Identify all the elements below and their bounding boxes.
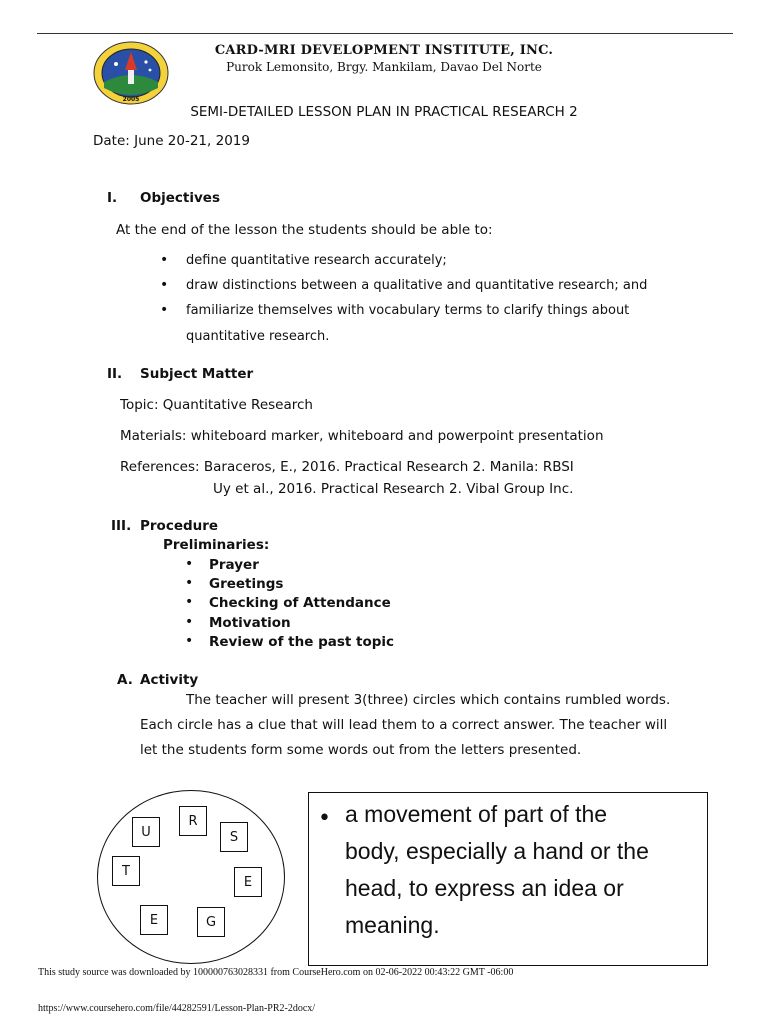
objective-item: define quantitative research accurately;: [186, 253, 447, 268]
clue-line: a movement of part of the: [345, 801, 608, 827]
clue-line: head, to express an idea or: [345, 875, 624, 901]
letter-box: G: [197, 907, 225, 937]
top-rule: [37, 33, 733, 34]
bullet-icon: •: [185, 575, 194, 591]
download-notice: This study source was downloaded by 100000763028331 from CourseHero.com on 02-06-2022 00:43:22 GMT -06:00: [38, 967, 514, 978]
subject-matter-number: II.: [107, 366, 123, 382]
bullet-icon: •: [318, 806, 331, 831]
preliminary-item: Review of the past topic: [209, 634, 395, 650]
org-address: Purok Lemonsito, Brgy. Mankilam, Davao Del Norte: [226, 60, 542, 74]
objectives-heading: Objectives: [140, 190, 220, 206]
bullet-icon: •: [185, 556, 194, 572]
objective-item: draw distinctions between a qualitative and quantitative research; and: [186, 278, 648, 293]
bullet-icon: •: [160, 252, 169, 268]
letter-box: E: [234, 867, 262, 897]
source-url: https://www.coursehero.com/file/44282591/Lesson-Plan-PR2-2docx/: [38, 1003, 316, 1014]
materials-line: Materials: whiteboard marker, whiteboard and powerpoint presentation: [120, 428, 604, 444]
preliminary-item: Checking of Attendance: [209, 595, 391, 611]
clue-text: [345, 796, 695, 944]
activity-line: let the students form some words out from the letters presented.: [140, 742, 582, 758]
letter-box: S: [220, 822, 248, 852]
objectives-intro: At the end of the lesson the students should be able to:: [116, 222, 493, 238]
bullet-icon: •: [185, 614, 194, 630]
procedure-heading: Procedure: [140, 518, 219, 534]
topic-line: Topic: Quantitative Research: [120, 397, 313, 413]
activity-line: The teacher will present 3(three) circles which contains rumbled words.: [186, 692, 671, 708]
lesson-plan-title: SEMI-DETAILED LESSON PLAN IN PRACTICAL RESEARCH 2: [190, 104, 578, 120]
activity-heading: Activity: [140, 672, 199, 688]
logo-year: 2005: [122, 96, 140, 103]
activity-line: Each circle has a clue that will lead them to a correct answer. The teacher will: [140, 717, 668, 733]
lesson-date: Date: June 20-21, 2019: [93, 133, 250, 149]
objective-item-continued: quantitative research.: [186, 329, 330, 344]
clue-line: meaning.: [345, 912, 440, 938]
procedure-number: III.: [111, 518, 132, 534]
objective-item: familiarize themselves with vocabulary terms to clarify things about: [186, 303, 630, 318]
bullet-icon: •: [160, 302, 169, 318]
activity-number: A.: [117, 672, 133, 688]
preliminary-item: Prayer: [209, 557, 259, 573]
preliminaries-heading: Preliminaries:: [163, 537, 270, 553]
subject-matter-heading: Subject Matter: [140, 366, 254, 382]
bullet-icon: •: [185, 594, 194, 610]
preliminary-item: Greetings: [209, 576, 284, 592]
letter-box: E: [140, 905, 168, 935]
preliminary-item: Motivation: [209, 615, 291, 631]
bullet-icon: •: [185, 633, 194, 649]
references-line: References: Baraceros, E., 2016. Practical Research 2. Manila: RBSI: [120, 459, 574, 475]
clue-line: body, especially a hand or the: [345, 838, 649, 864]
references-line-continued: Uy et al., 2016. Practical Research 2. Vibal Group Inc.: [213, 481, 574, 497]
letter-box: T: [112, 856, 140, 886]
letter-box: R: [179, 806, 207, 836]
org-name: CARD-MRI DEVELOPMENT INSTITUTE, INC.: [214, 43, 554, 58]
objectives-number: I.: [107, 190, 118, 206]
bullet-icon: •: [160, 277, 169, 293]
letter-box: U: [132, 817, 160, 847]
